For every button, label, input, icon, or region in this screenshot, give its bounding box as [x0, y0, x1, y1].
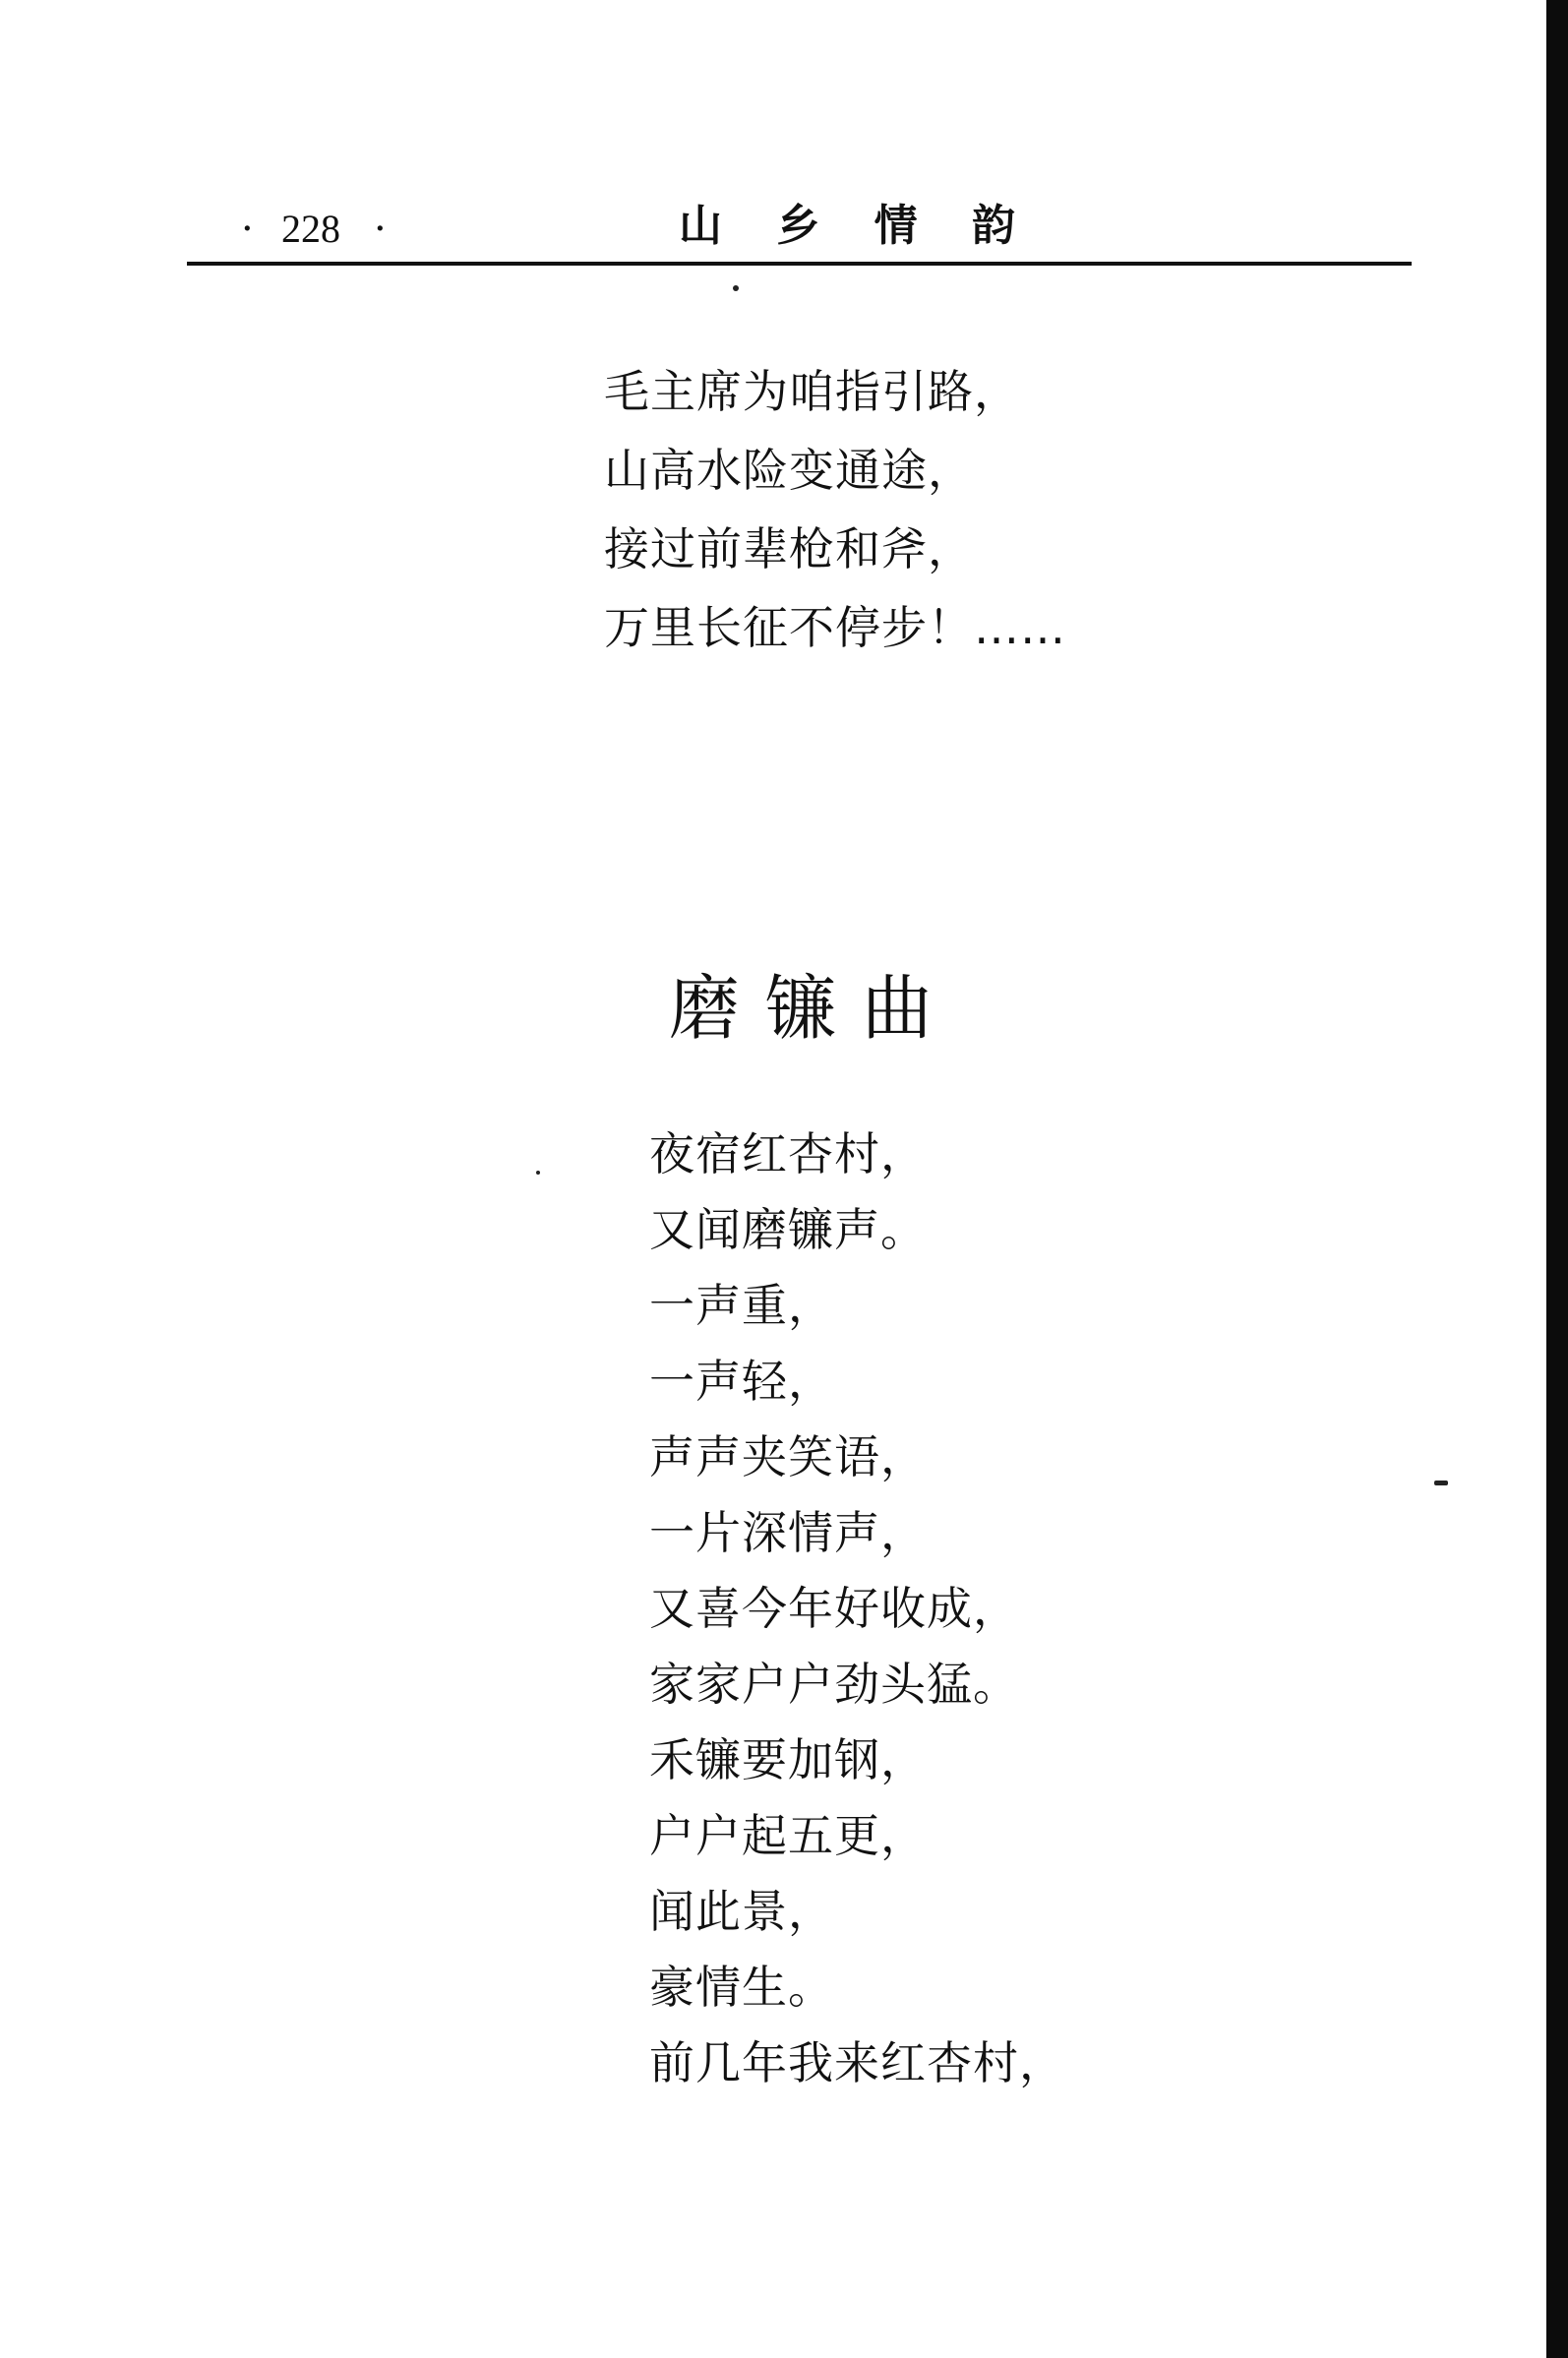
- verse-line: 禾镰要加钢，: [649, 1733, 927, 1786]
- running-header: [187, 197, 1412, 266]
- previous-poem-verse: [604, 352, 1066, 667]
- scan-speck: [536, 1171, 540, 1175]
- scan-speck: [733, 285, 739, 291]
- verse-line: 前几年我来红杏村，: [649, 2036, 1065, 2089]
- header-bullet-right: ·: [374, 207, 387, 252]
- verse-line: 山高水险变通途，: [604, 444, 974, 497]
- verse-line: 万里长征不停步！……: [604, 601, 1066, 654]
- verse-line: 又喜今年好收成，: [649, 1582, 1019, 1635]
- poem-verse: [649, 1117, 1065, 2101]
- verse-line: 豪情生。: [649, 1961, 834, 2014]
- verse-line: 又闻磨镰声。: [649, 1203, 927, 1256]
- verse-line: 家家户户劲头猛。: [649, 1658, 1019, 1711]
- verse-line: 夜宿红杏村，: [649, 1127, 927, 1180]
- verse-line: 毛主席为咱指引路，: [604, 365, 1020, 418]
- verse-line: 户户起五更，: [649, 1809, 927, 1862]
- verse-line: 一声重，: [649, 1279, 834, 1332]
- verse-line: 声声夹笑语，: [649, 1430, 927, 1483]
- page-edge: [1546, 0, 1568, 2358]
- verse-line: 接过前辈枪和斧，: [604, 522, 974, 575]
- poem-title: 磨镰曲: [669, 967, 959, 1050]
- verse-line: 一声轻，: [649, 1355, 834, 1408]
- scan-speck: [1434, 1481, 1448, 1485]
- verse-line: 一片深情声，: [649, 1506, 927, 1559]
- running-title: 山 乡 情 韵: [679, 201, 1035, 251]
- header-rule: [187, 262, 1412, 266]
- header-bullet-left: ·: [241, 207, 254, 252]
- verse-line: 闻此景，: [649, 1885, 834, 1938]
- page-number: 228: [281, 207, 340, 251]
